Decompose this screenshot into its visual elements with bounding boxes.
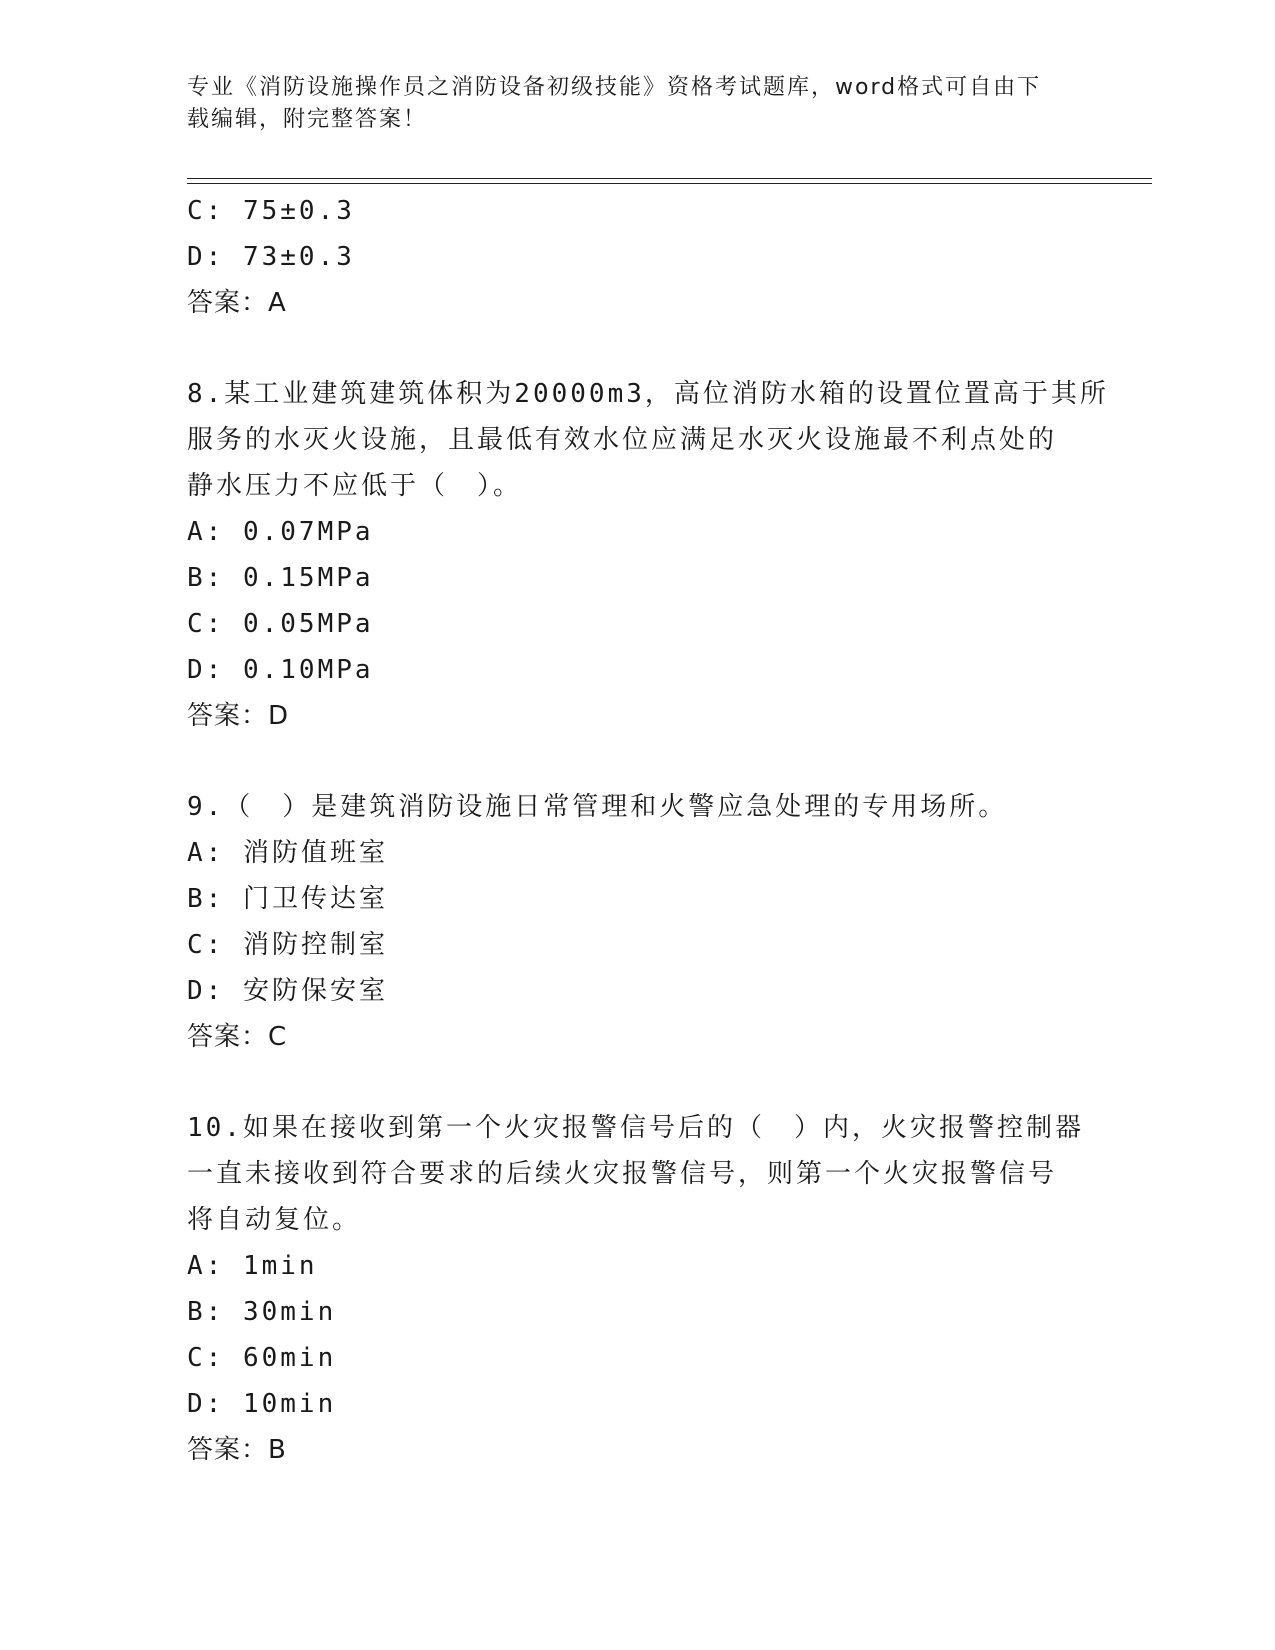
question-spacer bbox=[187, 1060, 1087, 1105]
question-text: 9.（ ）是建筑消防设施日常管理和火警应急处理的专用场所。 bbox=[187, 792, 1008, 822]
option-c: C: 75±0.3 bbox=[187, 196, 355, 226]
question-10 bbox=[187, 1105, 1087, 1473]
answer: 答案：B bbox=[187, 1435, 287, 1465]
option-d: D: 73±0.3 bbox=[187, 242, 355, 272]
option-d: D: 10min bbox=[187, 1389, 337, 1419]
question-8 bbox=[187, 371, 1109, 739]
option-a: A: 消防值班室 bbox=[187, 838, 388, 868]
answer: 答案：D bbox=[187, 701, 290, 731]
answer: 答案：C bbox=[187, 1022, 288, 1052]
option-d: D: 0.10MPa bbox=[187, 655, 374, 685]
option-c: C: 消防控制室 bbox=[187, 930, 388, 960]
question-text: 服务的水灭火设施，且最低有效水位应满足水灭火设施最不利点处的 bbox=[187, 425, 1058, 455]
header-line-1: 专业《消防设施操作员之消防设备初级技能》资格考试题库，word格式可自由下 bbox=[187, 75, 1042, 100]
question-text: 将自动复位。 bbox=[187, 1205, 362, 1235]
option-d: D: 安防保安室 bbox=[187, 976, 388, 1006]
option-b: B: 30min bbox=[187, 1297, 337, 1327]
question-text: 10.如果在接收到第一个火灾报警信号后的（ ）内，火灾报警控制器 bbox=[187, 1113, 1084, 1143]
option-c: C: 0.05MPa bbox=[187, 609, 374, 639]
option-b: B: 0.15MPa bbox=[187, 563, 374, 593]
question-7-tail bbox=[187, 188, 1087, 326]
question-text: 一直未接收到符合要求的后续火灾报警信号，则第一个火灾报警信号 bbox=[187, 1159, 1058, 1189]
option-a: A: 1min bbox=[187, 1251, 318, 1281]
question-spacer bbox=[187, 739, 1087, 784]
option-c: C: 60min bbox=[187, 1343, 337, 1373]
option-b: B: 门卫传达室 bbox=[187, 884, 388, 914]
answer: 答案：A bbox=[187, 288, 287, 318]
question-text: 8.某工业建筑建筑体积为20000m3，高位消防水箱的设置位置高于其所 bbox=[187, 379, 1109, 409]
header-divider-top bbox=[187, 178, 1152, 179]
question-text: 静水压力不应低于（ ）。 bbox=[187, 471, 523, 501]
header-divider-bottom bbox=[187, 183, 1152, 184]
document-header bbox=[187, 72, 1067, 136]
option-a: A: 0.07MPa bbox=[187, 517, 374, 547]
question-spacer bbox=[187, 326, 1087, 371]
question-list bbox=[187, 188, 1109, 1473]
header-line-2: 载编辑，附完整答案！ bbox=[187, 107, 428, 132]
question-9 bbox=[187, 784, 1087, 1060]
